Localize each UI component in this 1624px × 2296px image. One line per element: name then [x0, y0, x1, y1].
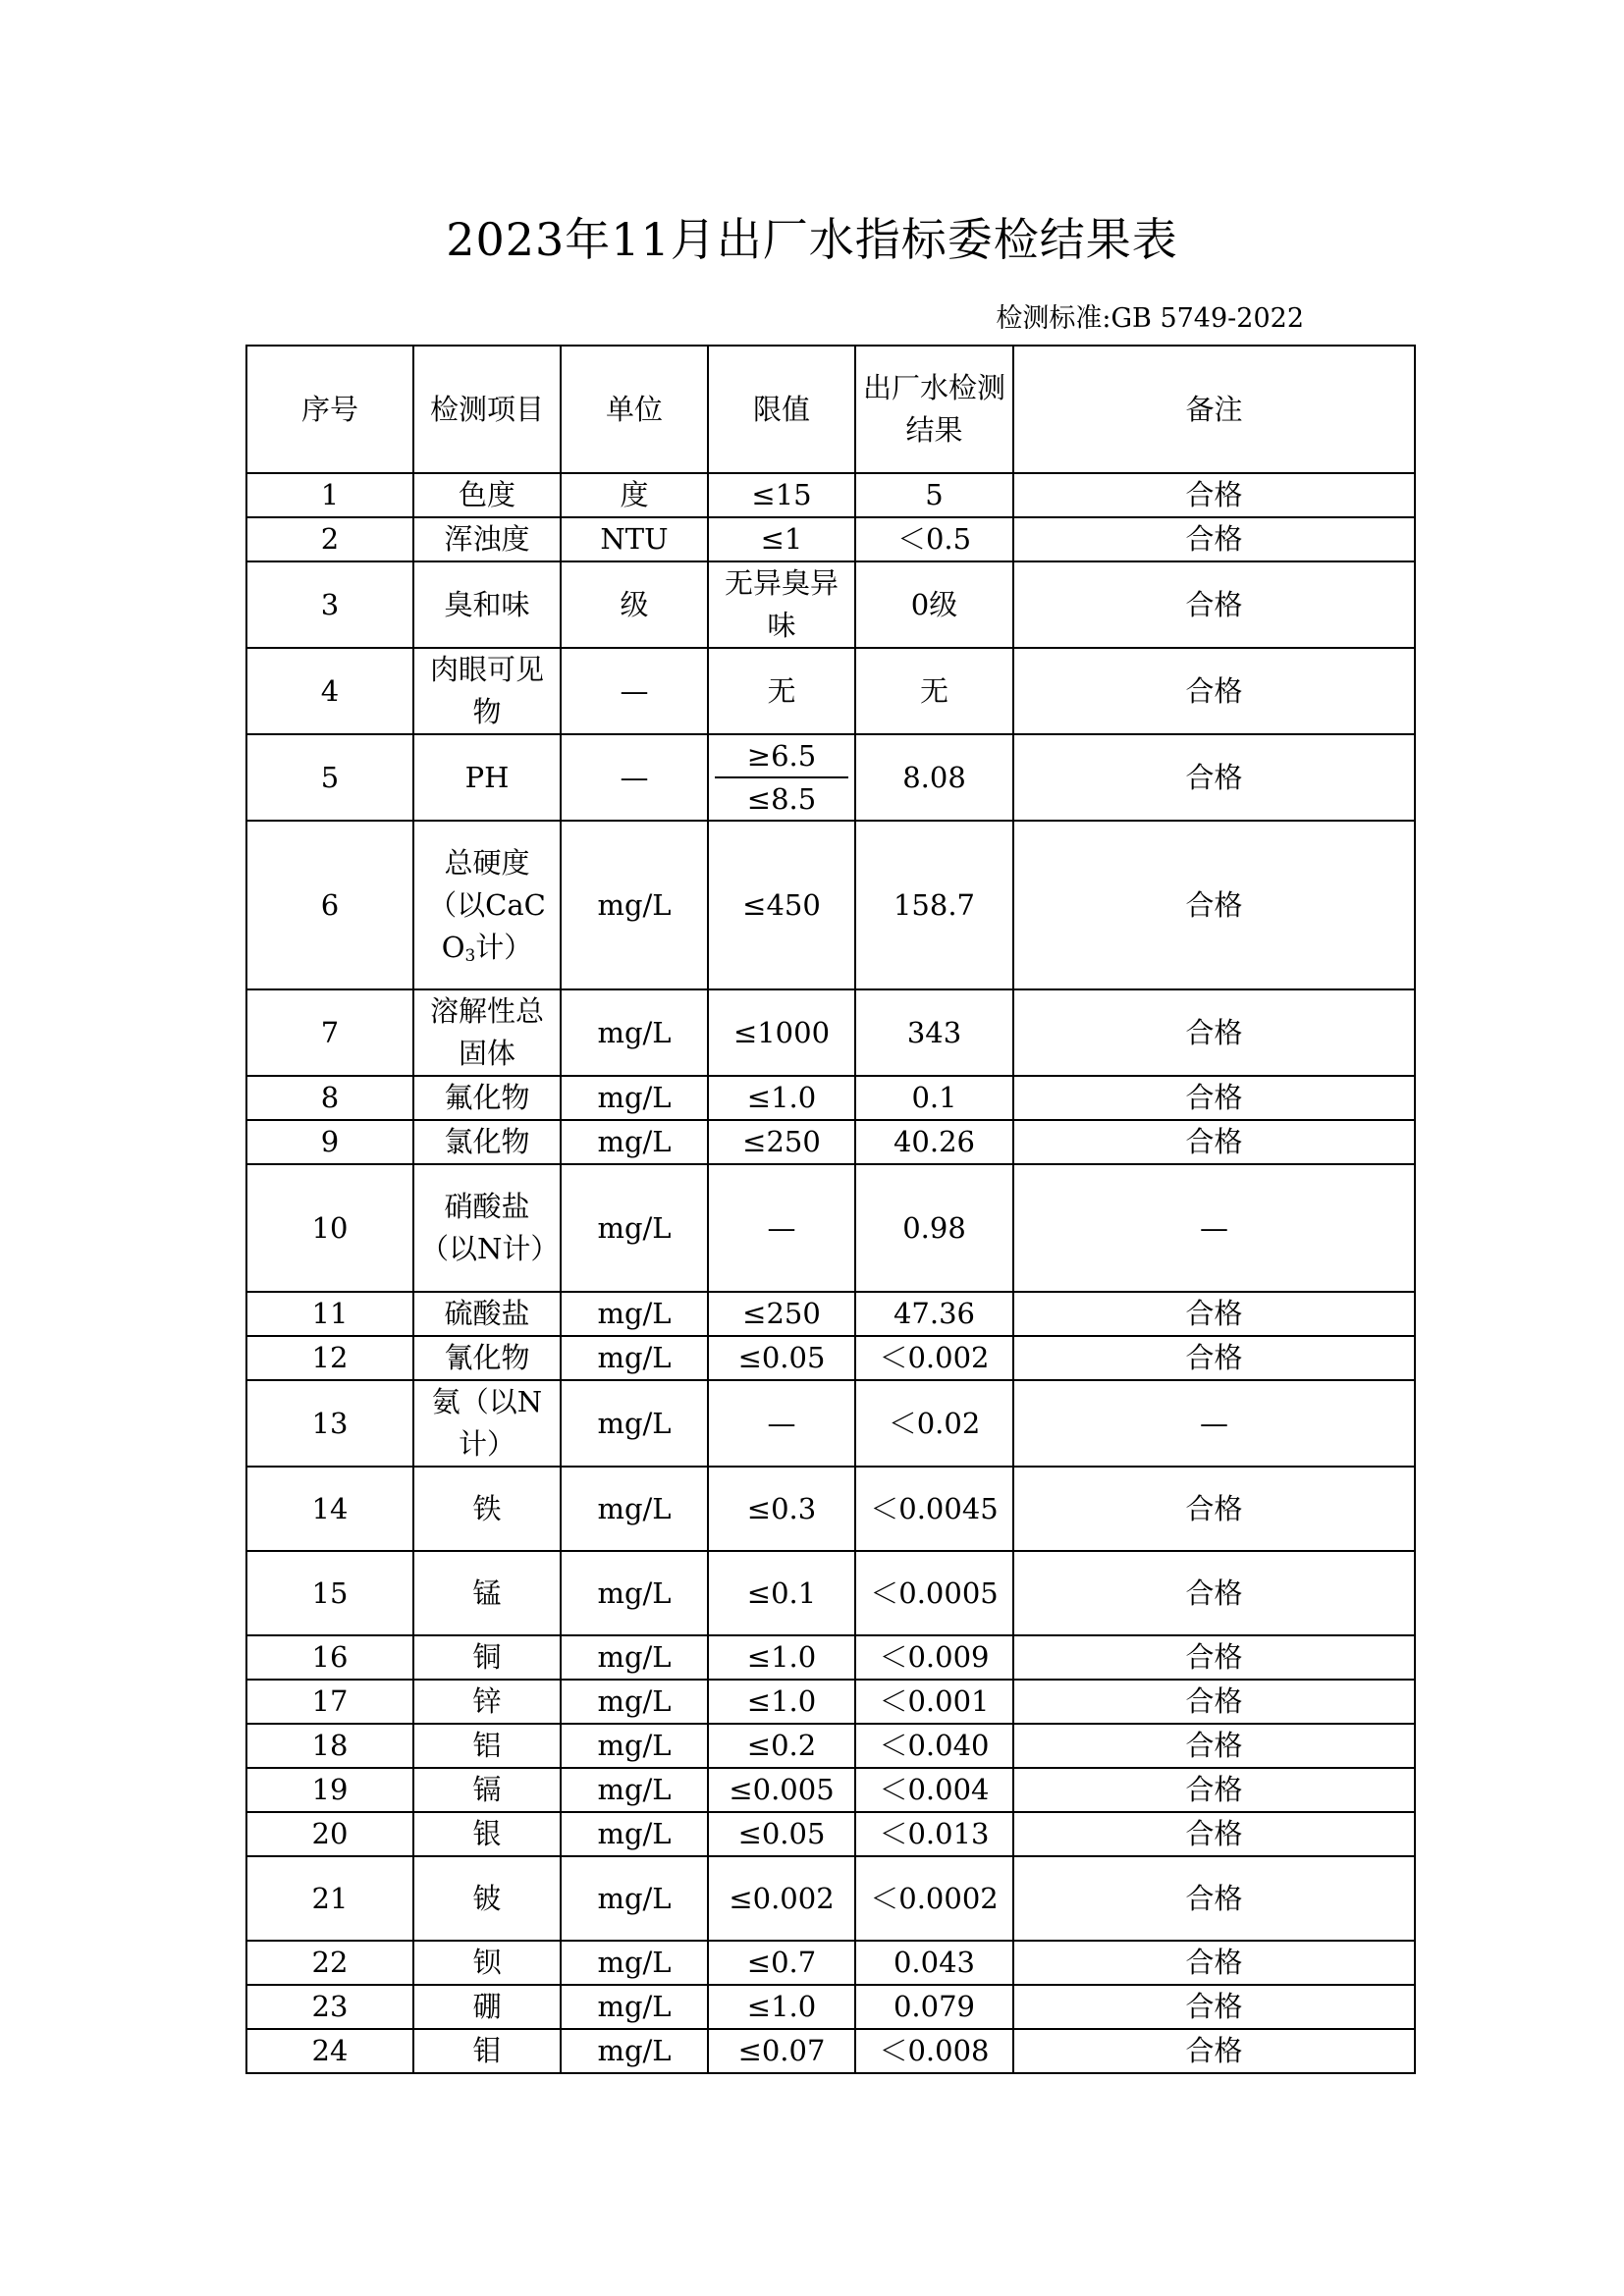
table-header-row	[246, 346, 1415, 473]
cell-remark: 合格	[1013, 1336, 1415, 1380]
cell-limit: ≤0.07	[708, 2029, 855, 2073]
cell-unit: mg/L	[561, 1856, 708, 1941]
cell-result: 0.98	[855, 1164, 1013, 1292]
cell-result: ＜0.004	[855, 1768, 1013, 1812]
cell-result: 0级	[855, 561, 1013, 648]
cell-limit: ≤0.1	[708, 1551, 855, 1635]
cell-limit: ≤0.7	[708, 1941, 855, 1985]
cell-remark: 合格	[1013, 1635, 1415, 1680]
cell-no: 17	[246, 1680, 413, 1724]
table-row	[246, 821, 1415, 989]
cell-limit-range	[708, 734, 855, 821]
cell-limit: ≤0.3	[708, 1467, 855, 1551]
cell-no: 8	[246, 1076, 413, 1120]
cell-no: 4	[246, 648, 413, 734]
cell-limit: 无	[708, 648, 855, 734]
item-main: 总硬度（以CaCO	[428, 845, 546, 964]
cell-no: 1	[246, 473, 413, 517]
table-row	[246, 1467, 1415, 1551]
cell-result: ＜0.5	[855, 517, 1013, 561]
cell-result: ＜0.040	[855, 1724, 1013, 1768]
cell-remark: 合格	[1013, 1856, 1415, 1941]
table-row	[246, 1164, 1415, 1292]
cell-unit: mg/L	[561, 1551, 708, 1635]
cell-limit: ≤0.05	[708, 1336, 855, 1380]
cell-limit: 无异臭异味	[708, 561, 855, 648]
cell-remark: 合格	[1013, 1551, 1415, 1635]
cell-item: 氨（以N计）	[413, 1380, 561, 1467]
page-title: 2023年11月出厂水指标委检结果表	[446, 213, 1178, 266]
cell-no: 9	[246, 1120, 413, 1164]
cell-no: 13	[246, 1380, 413, 1467]
cell-unit: mg/L	[561, 1120, 708, 1164]
cell-result: ＜0.0005	[855, 1551, 1013, 1635]
cell-remark: 合格	[1013, 1812, 1415, 1856]
cell-no: 12	[246, 1336, 413, 1380]
cell-unit: mg/L	[561, 1467, 708, 1551]
cell-no: 5	[246, 734, 413, 821]
cell-unit: mg/L	[561, 1812, 708, 1856]
cell-limit: —	[708, 1380, 855, 1467]
cell-unit: mg/L	[561, 1336, 708, 1380]
cell-item: 镉	[413, 1768, 561, 1812]
cell-result: 0.043	[855, 1941, 1013, 1985]
cell-limit: ≤1.0	[708, 1985, 855, 2029]
cell-remark: 合格	[1013, 1680, 1415, 1724]
table-row	[246, 1635, 1415, 1680]
test-standard: 检测标准:GB 5749-2022	[996, 303, 1304, 334]
table-row	[246, 1076, 1415, 1120]
cell-remark: 合格	[1013, 2029, 1415, 2073]
cell-item: 氰化物	[413, 1336, 561, 1380]
cell-unit: mg/L	[561, 1076, 708, 1120]
cell-result: ＜0.0045	[855, 1467, 1013, 1551]
table-row	[246, 1985, 1415, 2029]
header-item: 检测项目	[413, 346, 561, 473]
cell-result: 47.36	[855, 1292, 1013, 1336]
table-row	[246, 1292, 1415, 1336]
cell-item: 银	[413, 1812, 561, 1856]
cell-result: 158.7	[855, 821, 1013, 989]
cell-unit: mg/L	[561, 1985, 708, 2029]
cell-remark: 合格	[1013, 1724, 1415, 1768]
cell-item: 硼	[413, 1985, 561, 2029]
cell-item: 浑浊度	[413, 517, 561, 561]
cell-no: 10	[246, 1164, 413, 1292]
item-subscript: 3	[464, 945, 476, 966]
cell-item: 氯化物	[413, 1120, 561, 1164]
cell-remark: 合格	[1013, 561, 1415, 648]
cell-no: 11	[246, 1292, 413, 1336]
cell-unit: mg/L	[561, 1635, 708, 1680]
cell-result: ＜0.013	[855, 1812, 1013, 1856]
cell-item: 氟化物	[413, 1076, 561, 1120]
cell-remark: —	[1013, 1380, 1415, 1467]
limit-low: ≥6.5	[746, 739, 817, 773]
cell-no: 7	[246, 989, 413, 1076]
cell-no: 20	[246, 1812, 413, 1856]
cell-unit: mg/L	[561, 1380, 708, 1467]
cell-item: 铁	[413, 1467, 561, 1551]
cell-result: ＜0.0002	[855, 1856, 1013, 1941]
cell-no: 2	[246, 517, 413, 561]
cell-result: 0.1	[855, 1076, 1013, 1120]
cell-remark: 合格	[1013, 734, 1415, 821]
cell-result: 40.26	[855, 1120, 1013, 1164]
cell-unit: mg/L	[561, 821, 708, 989]
cell-no: 22	[246, 1941, 413, 1985]
header-no: 序号	[246, 346, 413, 473]
cell-item: 钡	[413, 1941, 561, 1985]
cell-remark: 合格	[1013, 517, 1415, 561]
cell-limit: ≤450	[708, 821, 855, 989]
cell-result: 5	[855, 473, 1013, 517]
cell-item: 钼	[413, 2029, 561, 2073]
cell-no: 23	[246, 1985, 413, 2029]
cell-unit: mg/L	[561, 1292, 708, 1336]
cell-no: 3	[246, 561, 413, 648]
cell-unit: mg/L	[561, 1768, 708, 1812]
table-row	[246, 561, 1415, 648]
cell-unit: NTU	[561, 517, 708, 561]
cell-limit: ≤1.0	[708, 1680, 855, 1724]
cell-result: 8.08	[855, 734, 1013, 821]
cell-limit: ≤1.0	[708, 1635, 855, 1680]
cell-item	[413, 821, 561, 989]
cell-remark: 合格	[1013, 1768, 1415, 1812]
table-row	[246, 517, 1415, 561]
cell-result: 无	[855, 648, 1013, 734]
cell-unit: 级	[561, 561, 708, 648]
cell-unit: —	[561, 734, 708, 821]
cell-remark: 合格	[1013, 473, 1415, 517]
cell-unit: —	[561, 648, 708, 734]
header-limit: 限值	[708, 346, 855, 473]
cell-remark: 合格	[1013, 989, 1415, 1076]
cell-item: 硫酸盐	[413, 1292, 561, 1336]
table-row	[246, 1120, 1415, 1164]
cell-result: ＜0.002	[855, 1336, 1013, 1380]
table-row	[246, 1680, 1415, 1724]
cell-limit: ≤0.002	[708, 1856, 855, 1941]
cell-limit: ≤0.05	[708, 1812, 855, 1856]
cell-item: 铍	[413, 1856, 561, 1941]
cell-remark: 合格	[1013, 648, 1415, 734]
cell-remark: —	[1013, 1164, 1415, 1292]
cell-item: 锰	[413, 1551, 561, 1635]
table-row	[246, 1812, 1415, 1856]
limit-high: ≤8.5	[715, 776, 848, 820]
cell-result: ＜0.008	[855, 2029, 1013, 2073]
cell-limit: ≤0.005	[708, 1768, 855, 1812]
cell-no: 16	[246, 1635, 413, 1680]
table-row	[246, 2029, 1415, 2073]
cell-limit: ≤15	[708, 473, 855, 517]
cell-remark: 合格	[1013, 1467, 1415, 1551]
cell-item: 铜	[413, 1635, 561, 1680]
cell-result: ＜0.001	[855, 1680, 1013, 1724]
cell-limit: ≤250	[708, 1120, 855, 1164]
table-row	[246, 1724, 1415, 1768]
cell-result: 343	[855, 989, 1013, 1076]
cell-unit: mg/L	[561, 1941, 708, 1985]
header-unit: 单位	[561, 346, 708, 473]
cell-item: PH	[413, 734, 561, 821]
cell-unit: mg/L	[561, 1680, 708, 1724]
table-row	[246, 734, 1415, 821]
table-row	[246, 473, 1415, 517]
cell-item: 锌	[413, 1680, 561, 1724]
cell-item: 溶解性总固体	[413, 989, 561, 1076]
cell-remark: 合格	[1013, 821, 1415, 989]
cell-remark: 合格	[1013, 1985, 1415, 2029]
cell-result: 0.079	[855, 1985, 1013, 2029]
cell-remark: 合格	[1013, 1120, 1415, 1164]
cell-no: 24	[246, 2029, 413, 2073]
header-result: 出厂水检测结果	[855, 346, 1013, 473]
cell-item: 臭和味	[413, 561, 561, 648]
cell-unit: mg/L	[561, 2029, 708, 2073]
table-row	[246, 1768, 1415, 1812]
cell-limit: ≤250	[708, 1292, 855, 1336]
table-row	[246, 648, 1415, 734]
table-row	[246, 1551, 1415, 1635]
cell-no: 15	[246, 1551, 413, 1635]
header-remark: 备注	[1013, 346, 1415, 473]
cell-unit: mg/L	[561, 989, 708, 1076]
cell-unit: mg/L	[561, 1724, 708, 1768]
cell-no: 19	[246, 1768, 413, 1812]
cell-item: 铝	[413, 1724, 561, 1768]
cell-item: 色度	[413, 473, 561, 517]
result-table	[245, 345, 1416, 2074]
cell-no: 21	[246, 1856, 413, 1941]
cell-limit: ≤1.0	[708, 1076, 855, 1120]
table-row	[246, 1941, 1415, 1985]
cell-limit: ≤1000	[708, 989, 855, 1076]
cell-remark: 合格	[1013, 1292, 1415, 1336]
cell-unit: mg/L	[561, 1164, 708, 1292]
cell-item: 肉眼可见物	[413, 648, 561, 734]
cell-limit: ≤1	[708, 517, 855, 561]
cell-result: ＜0.009	[855, 1635, 1013, 1680]
cell-item: 硝酸盐（以N计）	[413, 1164, 561, 1292]
table-row	[246, 1380, 1415, 1467]
cell-no: 18	[246, 1724, 413, 1768]
cell-unit: 度	[561, 473, 708, 517]
table-row	[246, 989, 1415, 1076]
cell-remark: 合格	[1013, 1076, 1415, 1120]
cell-remark: 合格	[1013, 1941, 1415, 1985]
cell-limit: ≤0.2	[708, 1724, 855, 1768]
cell-no: 14	[246, 1467, 413, 1551]
table-row	[246, 1856, 1415, 1941]
cell-limit: —	[708, 1164, 855, 1292]
cell-no: 6	[246, 821, 413, 989]
cell-result: ＜0.02	[855, 1380, 1013, 1467]
item-tail: 计）	[475, 930, 533, 964]
table-row	[246, 1336, 1415, 1380]
